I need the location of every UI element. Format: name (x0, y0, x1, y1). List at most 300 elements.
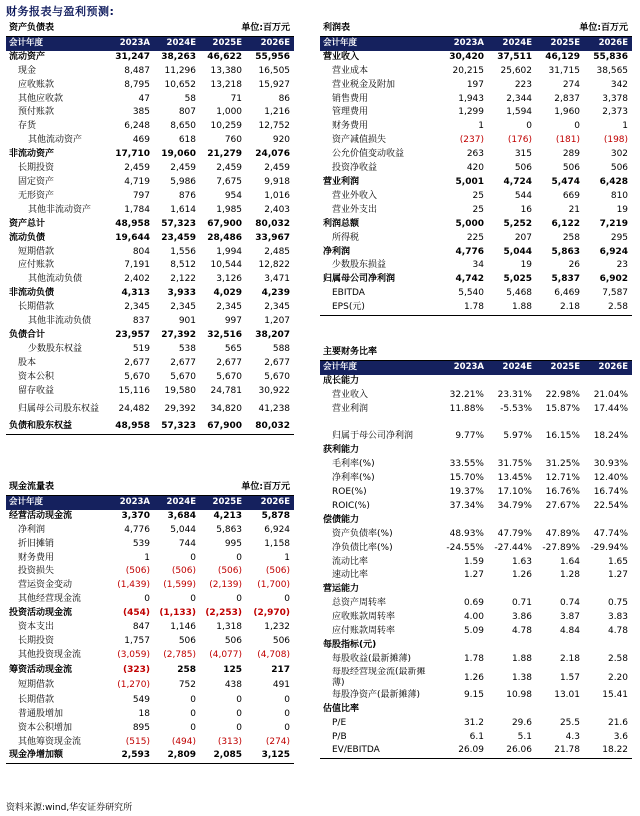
row-value: -27.89% (542, 542, 580, 553)
table-row (6, 301, 294, 315)
row-value: 5,878 (261, 510, 291, 521)
table-row (6, 420, 294, 434)
row-value: 1,299 (458, 107, 484, 118)
row-label: 营业收入 (323, 51, 360, 62)
row-label: 现金 (18, 65, 37, 76)
table-row (320, 569, 632, 583)
section-row (320, 514, 632, 528)
row-value: 0 (144, 594, 150, 605)
header-year: 2023A (108, 495, 154, 509)
table-title: 资产负债表 (6, 22, 200, 36)
row-value: (2,785) (163, 649, 197, 660)
row-label: 营业税金及附加 (332, 79, 396, 90)
row-label: ROIC(%) (332, 500, 370, 511)
table-row (6, 524, 294, 538)
row-value: 2,593 (108, 749, 154, 763)
row-label: 净负债比率(%) (332, 542, 393, 553)
row-label: 其他流动资产 (28, 135, 83, 146)
row-value: 506 (514, 163, 533, 174)
row-value: 5,000 (455, 218, 484, 229)
row-value: 6,428 (599, 176, 629, 187)
row-label: 营业利润 (323, 176, 360, 187)
row-value: 41,238 (258, 404, 291, 415)
row-value: 315 (514, 149, 533, 160)
row-label: 流动比率 (332, 556, 369, 567)
row-value: 12,822 (258, 260, 291, 271)
row-value: 2,402 (124, 274, 150, 285)
row-value: 33,967 (255, 232, 291, 243)
row-value: 1,146 (170, 622, 197, 633)
row-value: 5,986 (170, 176, 197, 187)
row-value: 34 (472, 260, 484, 271)
row-value: 565 (224, 343, 243, 354)
row-value: (181) (555, 135, 581, 146)
row-value: 71 (230, 93, 243, 104)
row-value: 55,836 (593, 51, 629, 62)
row-value: -29.94% (590, 542, 629, 553)
row-label: 预付账款 (18, 107, 55, 118)
table-row (6, 357, 294, 371)
table-row (320, 542, 632, 556)
row-value: (323) (122, 664, 150, 675)
row-value: 27,392 (161, 329, 197, 340)
row-value: 3,370 (121, 510, 150, 521)
table-row (6, 579, 294, 593)
row-value: 2,085 (200, 749, 246, 763)
row-value: 258 (177, 664, 197, 675)
row-value: 15,116 (118, 385, 150, 396)
row-value: 1.88 (488, 301, 536, 315)
table-row (320, 486, 632, 500)
table-row (6, 607, 294, 621)
table-row (320, 301, 632, 315)
row-value: 0 (526, 121, 533, 132)
row-value: 5,837 (551, 274, 581, 285)
row-label: 非流动负债 (9, 288, 55, 299)
row-value: (1,270) (117, 680, 150, 691)
row-value: 1.63 (511, 556, 532, 567)
row-value: 47 (138, 93, 150, 104)
row-value: 5.97% (503, 431, 532, 442)
row-value: 23.31% (497, 389, 532, 400)
row-value: 1,318 (216, 622, 243, 633)
row-value: 11.88% (449, 403, 484, 414)
row-label: 投资活动现金流 (9, 608, 73, 619)
table-row (320, 625, 632, 639)
row-value: 3,126 (216, 274, 243, 285)
row-value: 342 (610, 79, 629, 90)
row-value: (4,708) (257, 649, 291, 660)
row-label: 短期借款 (18, 246, 55, 257)
row-value: 506 (224, 635, 243, 646)
row-value: 13,380 (210, 65, 243, 76)
row-label: 利润总额 (323, 218, 360, 229)
row-value: 1,556 (170, 246, 197, 257)
section-label: 获利能力 (323, 445, 360, 456)
row-value: 8,650 (170, 121, 197, 132)
row-value: 1 (622, 121, 629, 132)
row-label: 每股收益(最新摊薄) (332, 653, 412, 664)
row-label: 资本公积增加 (18, 722, 73, 733)
row-value: 37,511 (497, 51, 533, 62)
row-value: 1,943 (458, 93, 484, 104)
row-value: 1,594 (506, 107, 533, 118)
row-value: 21.04% (593, 389, 629, 400)
table-title-row (320, 22, 632, 36)
row-value: 6.1 (469, 731, 484, 742)
row-value: 32.21% (449, 389, 484, 400)
row-value: 19,580 (164, 385, 197, 396)
row-value: 1,216 (264, 107, 291, 118)
section-label: 成长能力 (323, 375, 360, 386)
row-value: (506) (217, 566, 243, 577)
row-value: 21.78 (536, 744, 584, 758)
row-value: (1,133) (159, 608, 197, 619)
row-value: 10,652 (164, 79, 197, 90)
row-label: 资产负债率(%) (332, 528, 393, 539)
row-value: 24,482 (118, 404, 150, 415)
page-title: 财务报表与盈利预测: (6, 5, 115, 18)
section-label: 每股指标(元) (323, 640, 377, 651)
table-row (6, 649, 294, 663)
row-value: 18 (138, 708, 150, 719)
row-value: 26.06 (488, 744, 536, 758)
row-value: 207 (514, 232, 533, 243)
row-value: 5,474 (551, 176, 581, 187)
row-value: 0 (190, 708, 197, 719)
row-label: 所得税 (332, 232, 360, 243)
header-label: 会计年度 (320, 36, 440, 50)
row-value: 438 (224, 680, 243, 691)
balance-sheet-table (6, 22, 294, 435)
table-row (320, 744, 632, 758)
section-label: 营运能力 (323, 584, 360, 595)
row-value: 34.79% (497, 500, 532, 511)
table-row (320, 148, 632, 162)
table-row (6, 663, 294, 679)
row-value: 4,742 (455, 274, 484, 285)
row-label: 营业外收入 (332, 190, 378, 201)
row-label: 其他非流动负债 (28, 316, 92, 327)
row-value: (2,139) (209, 580, 243, 591)
table-row (320, 417, 632, 431)
row-label: 其他流动负债 (28, 274, 83, 285)
row-value: 1.26 (511, 570, 532, 581)
row-value: 420 (466, 163, 484, 174)
row-value: 25,602 (500, 65, 533, 76)
row-label: 归属母公司股东权益 (18, 404, 100, 415)
row-label: 归属于母公司净利润 (332, 431, 414, 442)
table-row (320, 204, 632, 218)
row-value: 6,924 (264, 524, 291, 535)
row-value: 1.78 (440, 301, 488, 315)
row-value: 0 (190, 722, 197, 733)
row-value: 86 (278, 93, 291, 104)
table-row (6, 736, 294, 750)
table-row (320, 232, 632, 246)
row-value: 302 (610, 149, 629, 160)
row-value: 7,191 (124, 260, 150, 271)
table-row (320, 218, 632, 232)
row-value: 506 (562, 163, 581, 174)
row-value: 539 (132, 538, 150, 549)
row-value: 4,029 (213, 288, 243, 299)
row-value: (494) (171, 736, 197, 747)
row-value: 16.76% (545, 487, 580, 498)
table-row (6, 749, 294, 763)
row-value: 0 (284, 722, 291, 733)
header-year: 2024E (488, 36, 536, 50)
row-value: 0.71 (511, 598, 532, 609)
row-label: 其他经营现金流 (18, 594, 82, 605)
row-value: 274 (562, 79, 581, 90)
row-value: 2,677 (170, 357, 197, 368)
row-value: 1,614 (170, 204, 197, 215)
row-value: 263 (466, 149, 484, 160)
row-value: 33.55% (449, 459, 484, 470)
row-value: (506) (265, 566, 291, 577)
row-value: 0.75 (607, 598, 629, 609)
row-value: 2,459 (124, 163, 150, 174)
header-year: 2025E (536, 360, 584, 374)
row-label: 资本支出 (18, 622, 55, 633)
row-value: 1.88 (511, 653, 532, 664)
row-value: 15,927 (258, 79, 291, 90)
table-row (6, 120, 294, 134)
row-value: 5,863 (216, 524, 243, 535)
row-label: 投资净收益 (332, 163, 378, 174)
row-value: 55,956 (255, 51, 291, 62)
row-value: 1.27 (463, 570, 484, 581)
header-year: 2024E (154, 36, 200, 50)
row-value: 618 (178, 135, 197, 146)
row-value: 12.40% (593, 473, 629, 484)
row-value: 2,403 (264, 204, 291, 215)
table-title: 主要财务比率 (320, 346, 632, 360)
row-label: 应收账款 (18, 79, 55, 90)
row-value: 995 (224, 538, 243, 549)
row-value: 744 (178, 538, 197, 549)
row-value: 258 (562, 232, 581, 243)
table-row (6, 371, 294, 385)
row-label: 应付账款周转率 (332, 626, 396, 637)
row-value: 2,837 (554, 93, 581, 104)
row-label: 留存收益 (18, 385, 55, 396)
row-value: 19,060 (161, 149, 197, 160)
row-value (488, 417, 536, 431)
table-row (320, 597, 632, 611)
header-year: 2025E (200, 36, 246, 50)
row-value: 2,677 (124, 357, 150, 368)
row-label: EV/EBITDA (320, 744, 440, 758)
row-value: 6,122 (551, 218, 581, 229)
row-value: 506 (610, 163, 629, 174)
table-row (6, 315, 294, 329)
row-value: 5,670 (216, 371, 243, 382)
row-value: 0 (236, 708, 243, 719)
row-value: 2,345 (124, 302, 150, 313)
row-label: P/E (332, 717, 347, 728)
row-value: 2.18 (536, 301, 584, 315)
row-value: 32,516 (207, 329, 243, 340)
table-row (320, 176, 632, 190)
row-value: 29.6 (511, 717, 532, 728)
row-value: 12.71% (545, 473, 580, 484)
row-value: 3.86 (511, 612, 532, 623)
row-value: 847 (132, 622, 150, 633)
row-value: 18.24% (593, 431, 629, 442)
row-value: 21 (568, 204, 581, 215)
row-value: 2,345 (264, 302, 291, 313)
row-value: 5,025 (503, 274, 533, 285)
row-value: 8,795 (124, 79, 150, 90)
header-year: 2025E (536, 36, 584, 50)
row-value: 3,933 (167, 288, 197, 299)
table-row (6, 218, 294, 232)
row-value: 1 (284, 552, 291, 563)
row-value: 19.37% (449, 487, 484, 498)
row-value: 57,323 (161, 218, 197, 229)
income-statement-table (320, 22, 632, 316)
row-value: 38,207 (255, 329, 291, 340)
table-row (320, 51, 632, 65)
row-value: 26.09 (440, 744, 488, 758)
row-value: 1,985 (216, 204, 243, 215)
row-value: 4.84 (559, 626, 580, 637)
section-row (320, 583, 632, 597)
row-value: 797 (132, 190, 150, 201)
header-year: 2025E (200, 495, 246, 509)
row-value: 4,719 (124, 176, 150, 187)
row-value: 2,344 (506, 93, 533, 104)
table-row (320, 611, 632, 625)
row-value: 997 (224, 316, 243, 327)
row-value: 12,752 (258, 121, 291, 132)
row-value: 4,213 (213, 510, 243, 521)
row-value: (237) (459, 135, 484, 146)
table-row (6, 385, 294, 399)
row-label: 长期投资 (18, 635, 55, 646)
table-row (320, 287, 632, 301)
row-value: 47.74% (593, 528, 629, 539)
row-label: 长期借款 (18, 302, 55, 313)
cash-flow-table (6, 481, 294, 764)
row-label: 营业成本 (332, 65, 369, 76)
row-value: 1.57 (559, 672, 580, 683)
header-year: 2026E (246, 495, 294, 509)
row-value: 1,960 (554, 107, 581, 118)
row-value: 7,219 (599, 218, 629, 229)
table-row (6, 621, 294, 635)
row-value: 760 (224, 135, 243, 146)
row-value: 0 (574, 121, 581, 132)
table-row (320, 246, 632, 260)
row-label: 流动资产 (9, 51, 46, 62)
row-value: 67,900 (207, 218, 243, 229)
row-value: 17.10% (497, 487, 532, 498)
row-label: EPS(元) (320, 301, 440, 315)
row-value: 0 (236, 552, 243, 563)
row-value: 2,345 (216, 302, 243, 313)
row-value: 22.98% (545, 389, 580, 400)
table-row (6, 343, 294, 357)
row-value: 807 (178, 107, 197, 118)
row-value: 34,820 (210, 404, 243, 415)
row-value: 1,207 (264, 316, 291, 327)
row-value: 5,670 (264, 371, 291, 382)
row-value: 9.15 (463, 689, 484, 700)
row-value: (313) (217, 736, 243, 747)
row-value: 5,863 (551, 246, 581, 257)
row-value: 20,215 (452, 65, 484, 76)
table-row (6, 635, 294, 649)
row-value: 9,918 (264, 176, 291, 187)
row-value: 13.01 (554, 689, 580, 700)
row-label: 净利润 (18, 524, 46, 535)
row-value: 48,958 (108, 420, 154, 434)
row-label: 资本公积 (18, 371, 55, 382)
row-value: 5,001 (455, 176, 484, 187)
row-value: 24,781 (210, 385, 243, 396)
table-row (6, 510, 294, 524)
row-value: 23,957 (115, 329, 150, 340)
row-value: 0 (284, 694, 291, 705)
row-value: 669 (562, 190, 581, 201)
row-value: 810 (610, 190, 629, 201)
row-value: 544 (514, 190, 533, 201)
row-value: 3,125 (246, 749, 294, 763)
header-year: 2023A (108, 36, 154, 50)
row-value: 8,512 (170, 260, 197, 271)
table-row (6, 176, 294, 190)
row-value (440, 417, 488, 431)
row-value: 25 (472, 190, 484, 201)
row-value: 1.28 (559, 570, 580, 581)
row-value: 4,313 (121, 288, 150, 299)
row-value: -27.44% (494, 542, 532, 553)
row-label: 应收账款周转率 (332, 612, 396, 623)
row-value: 2,373 (602, 107, 629, 118)
row-value: 16,505 (258, 65, 291, 76)
row-value: 895 (132, 722, 150, 733)
row-value: 46,129 (545, 51, 581, 62)
table-unit: 单位:百万元 (536, 22, 632, 36)
table-header-row (6, 36, 294, 50)
row-value: 1.27 (607, 570, 629, 581)
table-row (6, 148, 294, 162)
row-value: 0 (190, 552, 197, 563)
table-row (6, 273, 294, 287)
row-label: 公允价值变动收益 (332, 149, 405, 160)
row-value: 1 (144, 552, 150, 563)
row-label: 毛利率(%) (332, 459, 375, 470)
row-value: 3.87 (559, 612, 580, 623)
row-value: 385 (132, 107, 150, 118)
row-value: 1,994 (216, 246, 243, 257)
row-value: (2,253) (205, 608, 243, 619)
table-row (320, 458, 632, 472)
row-value: 295 (610, 232, 629, 243)
row-label: 营运资金变动 (18, 580, 73, 591)
row-value: 1,784 (124, 204, 150, 215)
row-value: 48.93% (449, 528, 484, 539)
section-row (320, 639, 632, 653)
row-value: 506 (178, 635, 197, 646)
row-value: 506 (272, 635, 291, 646)
row-value: 3,684 (167, 510, 197, 521)
row-value: 1,000 (216, 107, 243, 118)
table-row (320, 556, 632, 570)
